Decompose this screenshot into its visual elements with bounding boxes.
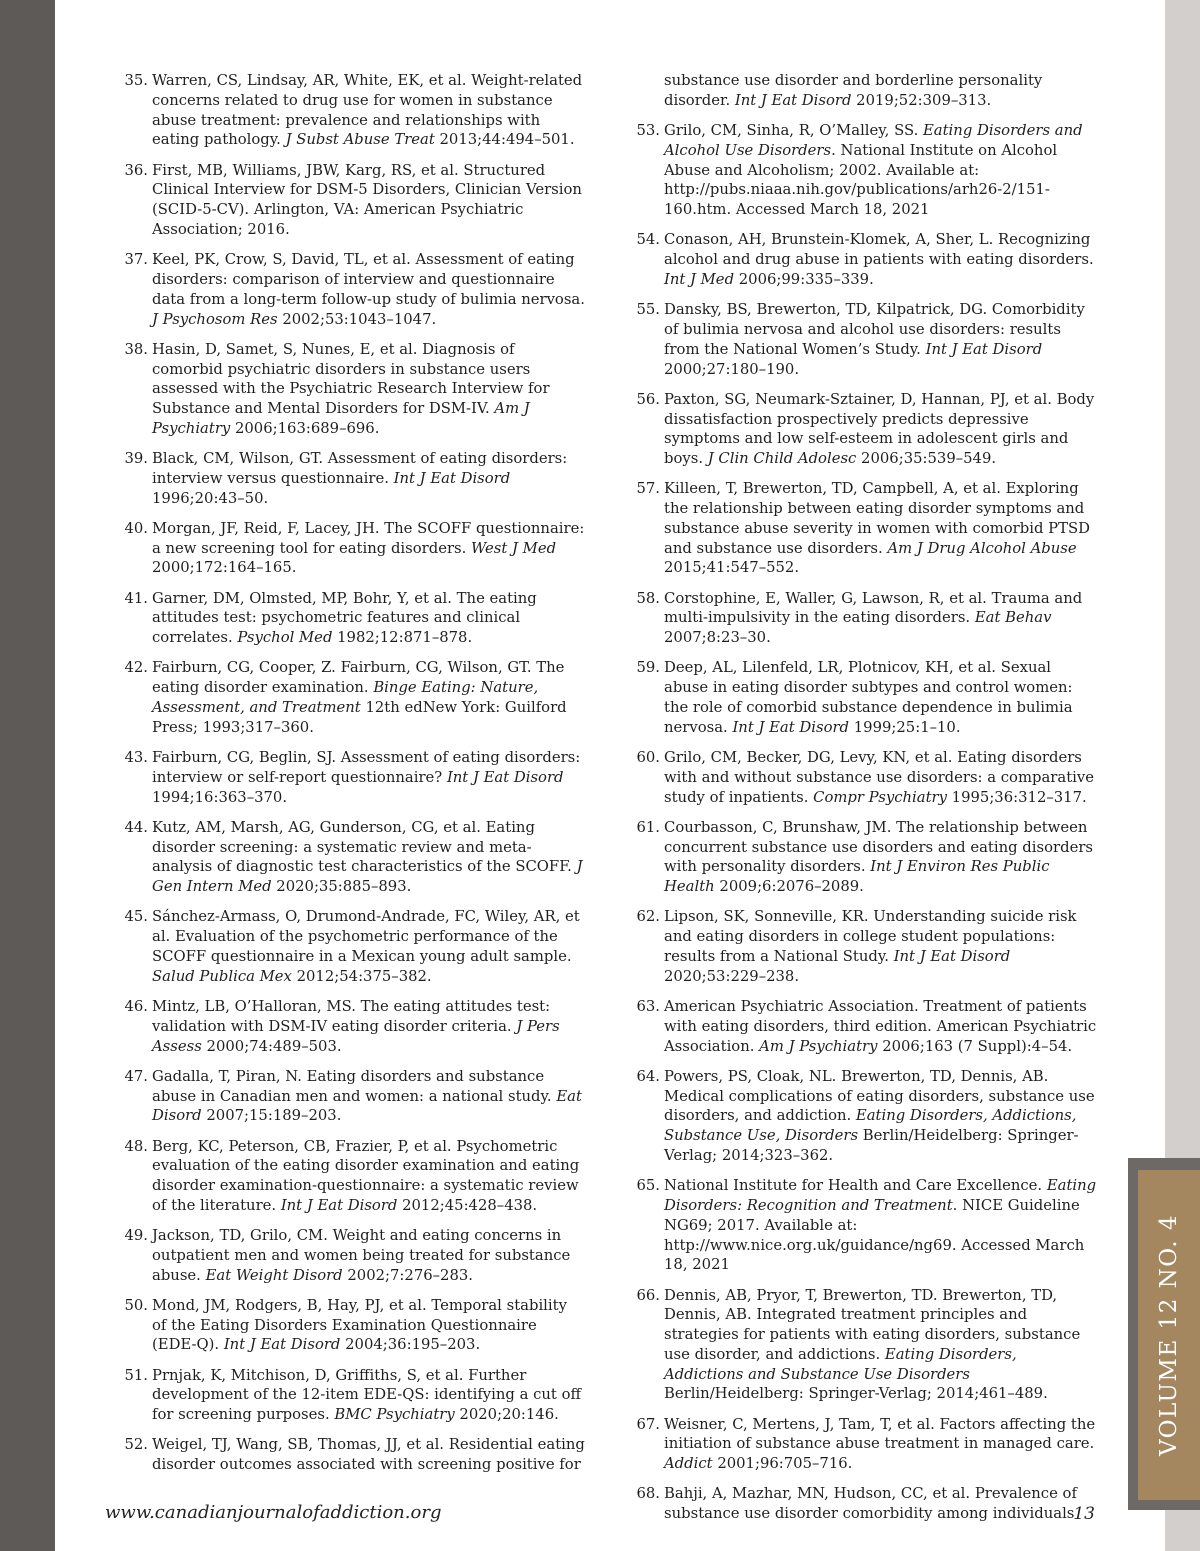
reference-item [120, 1296, 585, 1355]
reference-number: 67. [636, 1415, 660, 1433]
journal-name: Int J Environ Res Public Health [664, 858, 1050, 896]
reference-text: Corstophine, E, Waller, G, Lawson, R, et al. Trauma and multi-impulsivity in the eating disorders. Eat Behav 2007;8:23–30. [664, 589, 1083, 647]
journal-name: Binge Eating: Nature, Assessment, and Treatment [152, 679, 539, 717]
reference-text: Courbasson, C, Brunshaw, JM. The relationship between concurrent substance use disorders and eating disorders with personality disorders. Int J Environ Res Public Health 2009;6:2076–2089. [664, 818, 1093, 896]
journal-name: Am J Psychiatry [759, 1037, 878, 1055]
reference-text: Morgan, JF, Reid, F, Lacey, JH. The SCOFF questionnaire: a new screening tool for eating disorders. West J Med 2000;172:164–165. [152, 519, 585, 577]
reference-number: 48. [124, 1137, 148, 1155]
reference-item [632, 818, 1097, 897]
reference-number: 58. [636, 589, 660, 607]
reference-number: 65. [636, 1177, 660, 1195]
reference-number: 61. [636, 818, 660, 836]
journal-name: J Clin Child Adolesc [707, 450, 857, 468]
reference-item [120, 519, 585, 578]
reference-number: 55. [636, 301, 660, 319]
reference-number: 42. [124, 659, 148, 677]
reference-item [632, 479, 1097, 578]
reference-number: 43. [124, 749, 148, 767]
reference-number: 45. [124, 908, 148, 926]
reference-number: 59. [636, 659, 660, 677]
journal-name: Eating Disorders, Addictions and Substance Use Disorders [664, 1345, 1017, 1383]
reference-item [632, 997, 1097, 1056]
reference-text: Weisner, C, Mertens, J, Tam, T, et al. Factors affecting the initiation of substance abuse treatment in managed care. Addict 2001;96:705–716. [664, 1415, 1096, 1473]
reference-number: 47. [124, 1067, 148, 1085]
reference-text: Deep, AL, Lilenfeld, LR, Plotnicov, KH, et al. Sexual abuse in eating disorder subtypes and control women: the role of comorbid substance dependence in bulimia nervosa. Int J Eat Disord 1999;25:1–10. [664, 659, 1073, 736]
reference-number: 51. [124, 1366, 148, 1384]
journal-name: Int J Eat Disord [446, 768, 564, 786]
journal-name: Salud Publica Mex [152, 967, 292, 985]
journal-name: Psychol Med [237, 629, 333, 647]
reference-text: Powers, PS, Cloak, NL. Brewerton, TD, Dennis, AB. Medical complications of eating disorders, substance use disorders, and addiction. Eating Disorders, Addictions, Substance Use, Disorders Berlin/Heidelberg: Springer-Verlag; 2014;323–362. [664, 1067, 1095, 1164]
reference-item [120, 748, 585, 807]
reference-text: Garner, DM, Olmsted, MP, Bohr, Y, et al. The eating attitudes test: psychometric features and clinical correlates. Psychol Med 1982;12:871–878. [152, 589, 537, 647]
reference-number: 40. [124, 519, 148, 537]
reference-item [120, 161, 585, 240]
reference-text: First, MB, Williams, JBW, Karg, RS, et al. Structured Clinical Interview for DSM-5 Disorders, Clinician Version (SCID-5-CV). Arlington, VA: American Psychiatric Association; 2016. [152, 161, 582, 238]
reference-text: Killeen, T, Brewerton, TD, Campbell, A, et al. Exploring the relationship between eating disorder symptoms and substance abuse severity in women with comorbid PTSD and substance use disorders. Am J Drug Alcohol Abuse 2015;41:547–552. [664, 480, 1090, 577]
reference-number: 50. [124, 1296, 148, 1314]
journal-name: Int J Eat Disord [732, 718, 850, 736]
reference-item [120, 1226, 585, 1285]
reference-item [120, 1366, 585, 1425]
reference-text: Black, CM, Wilson, GT. Assessment of eating disorders: interview versus questionnaire. Int J Eat Disord 1996;20:43–50. [152, 450, 568, 507]
reference-number: 64. [636, 1067, 660, 1085]
reference-item [632, 1286, 1097, 1405]
reference-text: Dansky, BS, Brewerton, TD, Kilpatrick, DG. Comorbidity of bulimia nervosa and alcohol use disorders: results from the National Women’s Study. Int J Eat Disord 2000;27:180–190. [664, 301, 1085, 378]
reference-text: Gadalla, T, Piran, N. Eating disorders and substance abuse in Canadian men and women: a national study. Eat Disord 2007;15:189–203. [152, 1067, 582, 1125]
reference-item [120, 907, 585, 986]
journal-name: Eating Disorders: Recognition and Treatment [664, 1177, 1097, 1214]
reference-text: Fairburn, CG, Cooper, Z. Fairburn, CG, Wilson, GT. The eating disorder examination. Binge Eating: Nature, Assessment, and Treatment 12th edNew York: Guilford Press; 1993;317–360. [152, 659, 567, 736]
reference-text: American Psychiatric Association. Treatment of patients with eating disorders, third edition. American Psychiatric Association. Am J Psychiatry 2006;163 (7 Suppl):4–54. [664, 997, 1097, 1055]
reference-item [120, 340, 585, 439]
reference-number: 46. [124, 997, 148, 1015]
reference-item [120, 250, 585, 329]
reference-text: Hasin, D, Samet, S, Nunes, E, et al. Diagnosis of comorbid psychiatric disorders in substance users assessed with the Psychiatric Research Interview for Substance and Mental Disorders for DSM-IV. Am J Psychiatry 2006;163:689–696. [152, 340, 550, 437]
journal-name: Eating Disorders and Alcohol Use Disorders [664, 121, 1083, 159]
reference-number: 35. [124, 72, 148, 89]
journal-name: Int J Med [664, 270, 735, 288]
reference-text: Paxton, SG, Neumark-Sztainer, D, Hannan, PJ, et al. Body dissatisfaction prospectively predicts depressive symptoms and low self-esteem in adolescent girls and boys. J Clin Child Adolesc 2006;35:539–549. [664, 390, 1095, 468]
reference-item [632, 1176, 1097, 1275]
reference-number: 56. [636, 390, 660, 408]
reference-text: Dennis, AB, Pryor, T, Brewerton, TD. Brewerton, TD, Dennis, AB. Integrated treatment principles and strategies for patients with eating disorders, substance use disorder, and addictions. Eating Disorders, Addictions and Substance Use Disorders Berlin/Heidelberg: Springer-Verlag; 2014;461–489. [664, 1286, 1081, 1403]
journal-name: Int J Eat Disord [925, 340, 1043, 358]
reference-number: 52. [124, 1436, 148, 1454]
journal-name: West J Med [471, 539, 557, 557]
reference-number: 36. [124, 161, 148, 179]
journal-name: Int J Eat Disord [893, 947, 1011, 965]
journal-name: BMC Psychiatry [334, 1406, 455, 1424]
reference-item [120, 1067, 585, 1126]
reference-item [632, 1484, 1097, 1524]
reference-text: Prnjak, K, Mitchison, D, Griffiths, S, et al. Further development of the 12-item EDE-QS: identifying a cut off for screening purposes. BMC Psychiatry 2020;20:146. [152, 1366, 582, 1424]
reference-text: Mintz, LB, O’Halloran, MS. The eating attitudes test: validation with DSM-IV eating disorder criteria. J Pers Assess 2000;74:489–503. [152, 997, 560, 1055]
reference-text: Weigel, TJ, Wang, SB, Thomas, JJ, et al. Residential eating disorder outcomes associated with screening positive for [152, 1436, 585, 1474]
reference-item [120, 589, 585, 648]
reference-item [120, 658, 585, 737]
references-left-column [120, 71, 585, 1485]
reference-number: 62. [636, 908, 660, 926]
reference-continuation: substance use disorder and borderline personality disorder. Int J Eat Disord 2019;52:309–313. [664, 72, 1043, 109]
reference-number: 44. [124, 818, 148, 836]
reference-item [120, 997, 585, 1056]
reference-text: Sánchez-Armass, O, Drumond-Andrade, FC, Wiley, AR, et al. Evaluation of the psychometric performance of the SCOFF questionnaire in a Mexican young adult sample. Salud Publica Mex 2012;54:375–382. [152, 908, 580, 985]
reference-text: Kutz, AM, Marsh, AG, Gunderson, CG, et al. Eating disorder screening: a systematic review and meta-analysis of diagnostic test characteristics of the SCOFF. J Gen Intern Med 2020;35:885–893. [152, 818, 583, 896]
references-right-column [632, 71, 1097, 1534]
journal-name: J Gen Intern Med [152, 858, 583, 896]
reference-number: 63. [636, 997, 660, 1015]
reference-text: Fairburn, CG, Beglin, SJ. Assessment of eating disorders: interview or self-report questionnaire? Int J Eat Disord 1994;16:363–370. [152, 749, 581, 806]
reference-number: 41. [124, 589, 148, 607]
reference-text: Berg, KC, Peterson, CB, Frazier, P, et al. Psychometric evaluation of the eating disorder examination and eating disorder examination-questionnaire: a systematic review of the literature. Int J Eat Disord 2012;45:428–438. [152, 1137, 580, 1214]
journal-name: Am J Drug Alcohol Abuse [887, 539, 1077, 557]
reference-text: Jackson, TD, Grilo, CM. Weight and eating concerns in outpatient men and women being treated for substance abuse. Eat Weight Disord 2002;7:276–283. [152, 1227, 571, 1284]
reference-number: 60. [636, 749, 660, 767]
reference-item [632, 589, 1097, 648]
journal-name: J Psychosom Res [152, 310, 278, 328]
reference-item [120, 1137, 585, 1216]
journal-name: Int J Eat Disord [223, 1336, 341, 1354]
reference-number: 68. [636, 1485, 660, 1503]
reference-item [632, 658, 1097, 737]
journal-name: Eat Disord [152, 1087, 582, 1125]
journal-name: Int J Eat Disord [734, 91, 852, 109]
reference-number: 53. [636, 121, 660, 139]
reference-item [632, 1415, 1097, 1474]
reference-text: Grilo, CM, Sinha, R, O’Malley, SS. Eating Disorders and Alcohol Use Disorders. National Institute on Alcohol Abuse and Alcoholism; 2002. Available at: http://pubs.niaaa.nih.gov/publications/arh26-2/151-160.htm. Accessed March 18, 2021 [664, 121, 1083, 219]
reference-item [632, 748, 1097, 807]
journal-name: Eat Behav [974, 609, 1052, 627]
reference-text: Mond, JM, Rodgers, B, Hay, PJ, et al. Temporal stability of the Eating Disorders Examination Questionnaire (EDE-Q). Int J Eat Disord 2004;36:195–203. [152, 1296, 567, 1354]
reference-text: Lipson, SK, Sonneville, KR. Understanding suicide risk and eating disorders in college student populations: results from a National Study. Int J Eat Disord 2020;53:229–238. [664, 908, 1077, 985]
reference-number: 37. [124, 251, 148, 269]
reference-item [120, 1435, 585, 1475]
reference-number: 39. [124, 450, 148, 468]
reference-item [632, 390, 1097, 469]
reference-item [632, 300, 1097, 379]
page-number: 13 [1073, 1504, 1095, 1524]
reference-number: 54. [636, 231, 660, 249]
journal-name: Addict [664, 1455, 713, 1473]
volume-label: VOLUME 12 NO. 4 [1156, 1213, 1182, 1457]
reference-text: Grilo, CM, Becker, DG, Levy, KN, et al. Eating disorders with and without substance use disorders: a comparative study of inpatients. Compr Psychiatry 1995;36:312–317. [664, 749, 1094, 806]
journal-name: J Pers Assess [152, 1017, 560, 1055]
journal-name: Eating Disorders, Addictions, Substance Use, Disorders [664, 1107, 1077, 1145]
journal-name: Int J Eat Disord [280, 1196, 398, 1214]
journal-name: Int J Eat Disord [393, 469, 511, 487]
reference-number: 66. [636, 1286, 660, 1304]
reference-text: Conason, AH, Brunstein-Klomek, A, Sher, L. Recognizing alcohol and drug abuse in patients with eating disorders. Int J Med 2006;99:335–339. [664, 231, 1094, 288]
reference-item [632, 121, 1097, 220]
reference-number: 57. [636, 480, 660, 498]
reference-item [632, 907, 1097, 986]
footer-url[interactable]: www.canadianjournalofaddiction.org [105, 1502, 442, 1523]
reference-text: Bahji, A, Mazhar, MN, Hudson, CC, et al. Prevalence of substance use disorder comorbidity among individuals [664, 1485, 1077, 1523]
reference-item [120, 71, 585, 150]
journal-name: Am J Psychiatry [152, 400, 530, 437]
reference-number: 38. [124, 340, 148, 358]
reference-item [632, 230, 1097, 289]
reference-item [120, 449, 585, 508]
journal-name: J Subst Abuse Treat [285, 131, 435, 149]
reference-item [632, 1067, 1097, 1166]
reference-text: Keel, PK, Crow, S, David, TL, et al. Assessment of eating disorders: comparison of interview and questionnaire data from a long-term follow-up study of bulimia nervosa. J Psychosom Res 2002;53:1043–1047. [152, 251, 585, 328]
journal-name: Compr Psychiatry [813, 788, 947, 806]
reference-text: Warren, CS, Lindsay, AR, White, EK, et al. Weight-related concerns related to drug use for women in substance abuse treatment: prevalence and relationships with eating pathology. J Subst Abuse Treat 2013;44:494–501. [152, 72, 583, 149]
reference-text: National Institute for Health and Care Excellence. Eating Disorders: Recognition and Treatment. NICE Guideline NG69; 2017. Available at: http://www.nice.org.uk/guidance/ng69. Accessed March 18, 2021 [664, 1177, 1097, 1274]
reference-number: 49. [124, 1227, 148, 1245]
journal-name: Eat Weight Disord [205, 1266, 343, 1284]
reference-item [120, 818, 585, 897]
